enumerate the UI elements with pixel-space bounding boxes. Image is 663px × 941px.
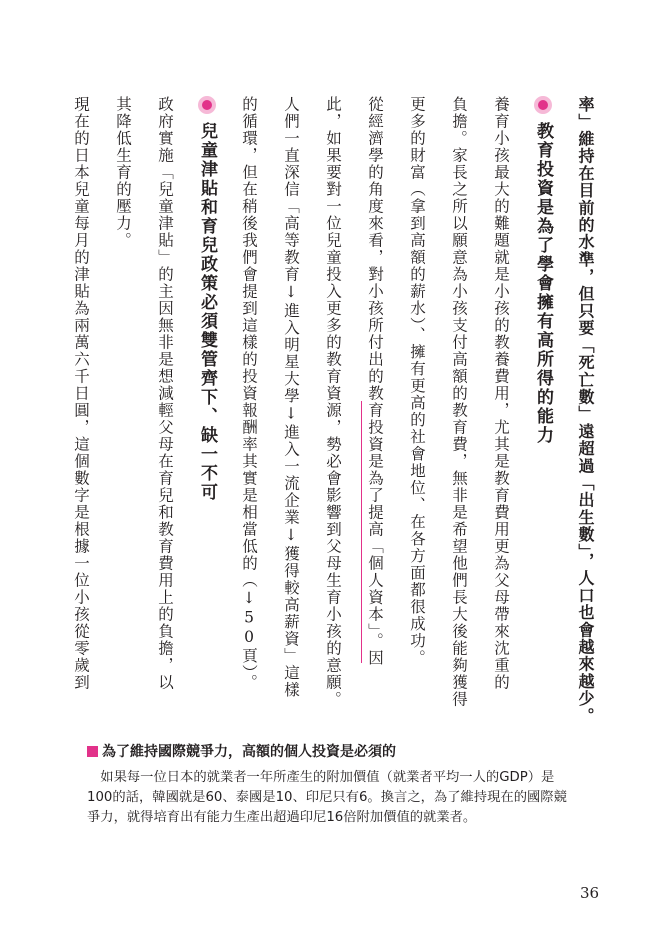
text-column: 此，如果要對一位兒童投入更多的教育資源，勢必會影響到父母生育小孩的意願。 bbox=[324, 96, 342, 708]
text-column: 負擔。家長之所以願意為小孩支付高額的教育費，無非是希望他們長大後能夠獲得 bbox=[450, 96, 468, 708]
text-column-lead: 率」維持在目前的水準，但只要「死亡數」遠超過「出生數」，人口也會越來越少。 bbox=[576, 96, 595, 725]
text-column: 人們一直深信「高等教育↓進入明星大學↓進入一流企業↓獲得較高薪資」這樣 bbox=[282, 96, 300, 699]
vertical-body-text bbox=[70, 96, 596, 725]
paragraph-line: 如果每一位日本的就業者一年所產生的附加價值（就業者平均一人的GDP）是 bbox=[87, 770, 555, 785]
text-column: 養育小孩最大的難題就是小孩的教養費用，尤其是教育費用更為父母帶來沈重的 bbox=[492, 96, 510, 691]
heading-text: 教育投資是為了學會擁有高所得的能力 bbox=[533, 122, 553, 445]
pink-bullet-icon bbox=[198, 96, 216, 114]
text-column bbox=[364, 96, 386, 696]
pink-square-icon bbox=[87, 746, 98, 757]
paragraph-line: 爭力，就得培育出有能力生產出超過印尼16倍附加價值的就業者。 bbox=[87, 810, 477, 825]
text-column: 現在的日本兒童每月的津貼為兩萬六千日圓，這個數字是根據一位小孩從零歲到 bbox=[72, 96, 90, 691]
text-column: 更多的財富（拿到高額的薪水）、擁有更高的社會地位、在各方面都很成功。 bbox=[408, 96, 426, 667]
section-heading-education-investment bbox=[532, 96, 554, 696]
text-column: 其降低生育的壓力。 bbox=[114, 96, 132, 249]
highlight-underline bbox=[361, 401, 362, 663]
page-number: 36 bbox=[580, 884, 600, 902]
section-heading-child-allowance bbox=[196, 96, 218, 696]
paragraph-line: 100的話，韓國就是60、泰國是10、印尼只有6。換言之，為了維持現在的國際競 bbox=[87, 790, 567, 805]
pink-bullet-icon bbox=[534, 96, 552, 114]
heading-text: 兒童津貼和育兒政策必須雙管齊下、缺一不可 bbox=[197, 122, 217, 502]
text-column: 的循環，但在稍後我們會提到這樣的投資報酬率其實是相當低的（↓50頁）。 bbox=[240, 96, 258, 691]
column-text: 從經濟學的角度來看，對小孩所付出的教育投資是為了提高「個人資本」。因 bbox=[366, 96, 384, 667]
box-paragraph bbox=[87, 768, 602, 828]
text-column: 政府實施「兒童津貼」的主因無非是想減輕父母在育兒和教育費用上的負擔，以 bbox=[156, 96, 174, 691]
box-heading bbox=[87, 742, 607, 762]
box-heading-text: 為了維持國際競爭力，高額的個人投資是必須的 bbox=[102, 744, 396, 760]
